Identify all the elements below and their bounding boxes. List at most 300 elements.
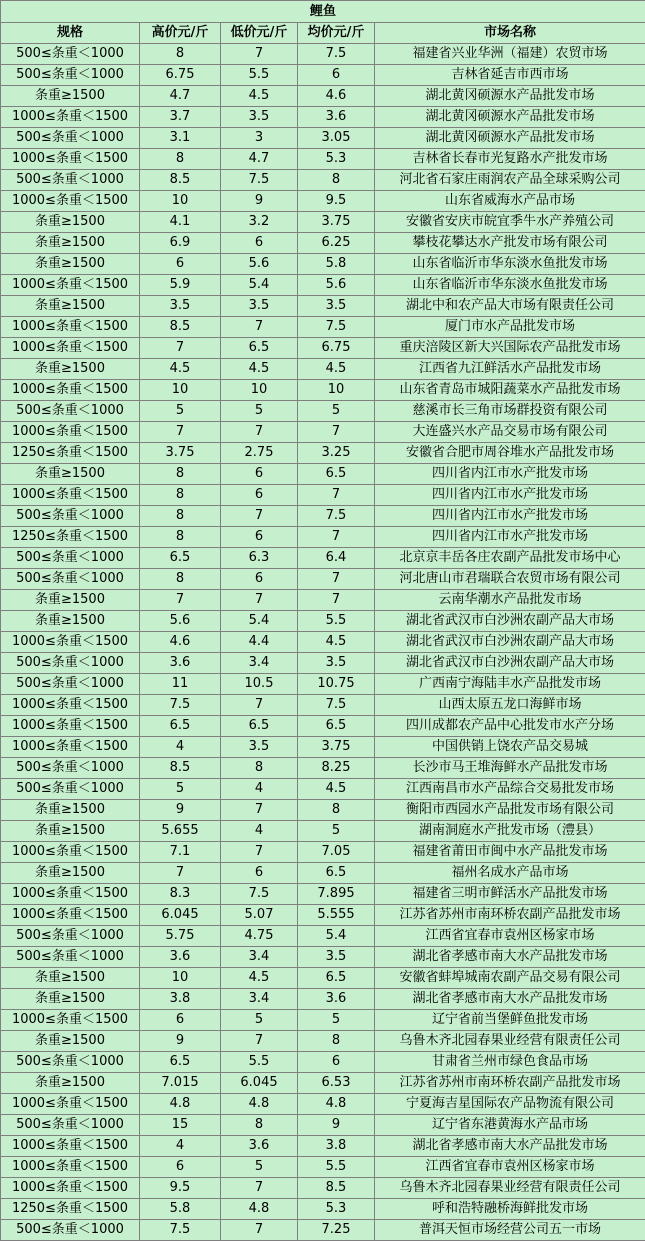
cell-spec: 条重≥1500 <box>1 296 140 317</box>
cell-avg-price: 7.5 <box>298 44 375 65</box>
cell-spec: 500≤条重＜1000 <box>1 569 140 590</box>
cell-spec: 条重≥1500 <box>1 989 140 1010</box>
cell-low-price: 3.5 <box>221 296 298 317</box>
cell-spec: 1000≤条重＜1500 <box>1 317 140 338</box>
cell-high-price: 8 <box>140 44 221 65</box>
cell-low-price: 6.3 <box>221 548 298 569</box>
cell-spec: 1000≤条重＜1500 <box>1 422 140 443</box>
cell-high-price: 4.5 <box>140 359 221 380</box>
cell-low-price: 7 <box>221 1220 298 1241</box>
cell-low-price: 5.5 <box>221 1052 298 1073</box>
cell-high-price: 5.655 <box>140 821 221 842</box>
cell-market: 乌鲁木齐北园春果业经营有限责任公司 <box>375 1031 645 1052</box>
cell-market: 湖北中和农产品大市场有限责任公司 <box>375 296 645 317</box>
cell-avg-price: 4.5 <box>298 632 375 653</box>
table-row <box>1 401 645 422</box>
table-row <box>1 338 645 359</box>
cell-market: 安徽省安庆市皖宜季牛水产养殖公司 <box>375 212 645 233</box>
cell-spec: 条重≥1500 <box>1 254 140 275</box>
cell-market: 中国供销上饶农产品交易城 <box>375 737 645 758</box>
cell-high-price: 6.045 <box>140 905 221 926</box>
cell-low-price: 5 <box>221 1010 298 1031</box>
cell-low-price: 7 <box>221 317 298 338</box>
cell-avg-price: 6.53 <box>298 1073 375 1094</box>
cell-market: 福建省兴业华洲（福建）农贸市场 <box>375 44 645 65</box>
cell-market: 湖北黄冈硕源水产品批发市场 <box>375 107 645 128</box>
cell-low-price: 7 <box>221 590 298 611</box>
cell-avg-price: 4.5 <box>298 779 375 800</box>
cell-low-price: 5.4 <box>221 275 298 296</box>
cell-low-price: 5 <box>221 401 298 422</box>
cell-avg-price: 5.8 <box>298 254 375 275</box>
cell-low-price: 6 <box>221 485 298 506</box>
table-row <box>1 149 645 170</box>
cell-high-price: 15 <box>140 1115 221 1136</box>
cell-low-price: 9 <box>221 191 298 212</box>
table-row <box>1 863 645 884</box>
cell-avg-price: 3.5 <box>298 653 375 674</box>
table-row <box>1 443 645 464</box>
cell-market: 四川省内江市水产批发市场 <box>375 527 645 548</box>
header-market: 市场名称 <box>375 23 645 44</box>
cell-high-price: 4.7 <box>140 86 221 107</box>
table-row <box>1 737 645 758</box>
cell-spec: 条重≥1500 <box>1 590 140 611</box>
cell-market: 福建省三明市鲜活水产品批发市场 <box>375 884 645 905</box>
cell-high-price: 5 <box>140 401 221 422</box>
title-row <box>1 1 645 23</box>
cell-spec: 1000≤条重＜1500 <box>1 1094 140 1115</box>
cell-avg-price: 6.5 <box>298 464 375 485</box>
cell-spec: 1000≤条重＜1500 <box>1 1010 140 1031</box>
cell-low-price: 4.4 <box>221 632 298 653</box>
table-row <box>1 1199 645 1220</box>
cell-high-price: 3.5 <box>140 296 221 317</box>
cell-low-price: 3.4 <box>221 989 298 1010</box>
cell-avg-price: 9 <box>298 1115 375 1136</box>
cell-avg-price: 6.25 <box>298 233 375 254</box>
cell-avg-price: 3.6 <box>298 107 375 128</box>
cell-spec: 1000≤条重＜1500 <box>1 338 140 359</box>
table-row <box>1 128 645 149</box>
cell-spec: 500≤条重＜1000 <box>1 653 140 674</box>
cell-low-price: 4 <box>221 821 298 842</box>
cell-market: 湖北省武汉市白沙洲农副产品大市场 <box>375 653 645 674</box>
cell-spec: 500≤条重＜1000 <box>1 128 140 149</box>
cell-market: 湖北省武汉市白沙洲农副产品大市场 <box>375 632 645 653</box>
cell-avg-price: 9.5 <box>298 191 375 212</box>
table-row <box>1 569 645 590</box>
cell-avg-price: 7 <box>298 569 375 590</box>
header-row <box>1 23 645 44</box>
table-row <box>1 1157 645 1178</box>
cell-high-price: 5.75 <box>140 926 221 947</box>
cell-high-price: 6.9 <box>140 233 221 254</box>
cell-low-price: 6 <box>221 863 298 884</box>
cell-avg-price: 10.75 <box>298 674 375 695</box>
cell-avg-price: 8 <box>298 1031 375 1052</box>
cell-spec: 500≤条重＜1000 <box>1 779 140 800</box>
cell-low-price: 2.75 <box>221 443 298 464</box>
table-row <box>1 1031 645 1052</box>
table-row <box>1 548 645 569</box>
cell-market: 河北省石家庄雨润农产品全球采购公司 <box>375 170 645 191</box>
cell-avg-price: 7.05 <box>298 842 375 863</box>
table-row <box>1 212 645 233</box>
cell-avg-price: 3.75 <box>298 737 375 758</box>
cell-spec: 条重≥1500 <box>1 1031 140 1052</box>
cell-low-price: 5 <box>221 1157 298 1178</box>
cell-spec: 条重≥1500 <box>1 359 140 380</box>
cell-low-price: 7 <box>221 1031 298 1052</box>
cell-high-price: 5.9 <box>140 275 221 296</box>
cell-high-price: 6.75 <box>140 65 221 86</box>
cell-market: 山东省威海水产品市场 <box>375 191 645 212</box>
cell-market: 四川省内江市水产批发市场 <box>375 506 645 527</box>
table-row <box>1 1073 645 1094</box>
cell-market: 山西太原五龙口海鲜市场 <box>375 695 645 716</box>
cell-avg-price: 6 <box>298 1052 375 1073</box>
cell-avg-price: 7.5 <box>298 695 375 716</box>
table-row <box>1 422 645 443</box>
cell-spec: 1000≤条重＜1500 <box>1 695 140 716</box>
cell-low-price: 10.5 <box>221 674 298 695</box>
cell-avg-price: 7.5 <box>298 506 375 527</box>
table-row <box>1 653 645 674</box>
cell-high-price: 5.6 <box>140 611 221 632</box>
cell-avg-price: 8.5 <box>298 1178 375 1199</box>
cell-spec: 500≤条重＜1000 <box>1 926 140 947</box>
cell-market: 福建省莆田市闽中水产品批发市场 <box>375 842 645 863</box>
cell-high-price: 7 <box>140 338 221 359</box>
table-row <box>1 905 645 926</box>
cell-spec: 1000≤条重＜1500 <box>1 1178 140 1199</box>
table-row <box>1 947 645 968</box>
cell-market: 福州名成水产品市场 <box>375 863 645 884</box>
cell-high-price: 9 <box>140 800 221 821</box>
cell-market: 湖北黄冈硕源水产品批发市场 <box>375 86 645 107</box>
cell-market: 厦门市水产品批发市场 <box>375 317 645 338</box>
cell-spec: 1250≤条重＜1500 <box>1 527 140 548</box>
cell-high-price: 8 <box>140 485 221 506</box>
cell-market: 云南华潮水产品批发市场 <box>375 590 645 611</box>
cell-high-price: 6 <box>140 1010 221 1031</box>
cell-high-price: 6.5 <box>140 716 221 737</box>
cell-market: 山东省临沂市华东淡水鱼批发市场 <box>375 275 645 296</box>
cell-market: 河北唐山市君瑞联合农贸市场有限公司 <box>375 569 645 590</box>
cell-spec: 1000≤条重＜1500 <box>1 275 140 296</box>
table-row <box>1 926 645 947</box>
cell-spec: 条重≥1500 <box>1 611 140 632</box>
cell-spec: 1000≤条重＜1500 <box>1 632 140 653</box>
cell-low-price: 3.5 <box>221 107 298 128</box>
cell-spec: 1000≤条重＜1500 <box>1 716 140 737</box>
cell-low-price: 6.5 <box>221 716 298 737</box>
cell-high-price: 7.1 <box>140 842 221 863</box>
table-body <box>1 44 645 1241</box>
table-row <box>1 884 645 905</box>
table-row <box>1 611 645 632</box>
cell-market: 呼和浩特融桥海鲜批发市场 <box>375 1199 645 1220</box>
cell-market: 重庆涪陵区新大兴国际农产品批发市场 <box>375 338 645 359</box>
cell-spec: 条重≥1500 <box>1 1073 140 1094</box>
cell-spec: 条重≥1500 <box>1 863 140 884</box>
cell-market: 江苏省苏州市南环桥农副产品批发市场 <box>375 905 645 926</box>
cell-low-price: 4.8 <box>221 1094 298 1115</box>
cell-market: 普洱天恒市场经营公司五一市场 <box>375 1220 645 1241</box>
cell-avg-price: 5 <box>298 1010 375 1031</box>
cell-low-price: 3.2 <box>221 212 298 233</box>
cell-low-price: 4.5 <box>221 86 298 107</box>
cell-avg-price: 6 <box>298 65 375 86</box>
cell-market: 吉林省延吉市西市场 <box>375 65 645 86</box>
table-row <box>1 170 645 191</box>
table-row <box>1 1178 645 1199</box>
table-row <box>1 968 645 989</box>
cell-high-price: 8 <box>140 569 221 590</box>
cell-market: 吉林省长春市光复路水产批发市场 <box>375 149 645 170</box>
table-row <box>1 590 645 611</box>
cell-avg-price: 6.5 <box>298 863 375 884</box>
cell-spec: 500≤条重＜1000 <box>1 674 140 695</box>
table-row <box>1 107 645 128</box>
cell-low-price: 7 <box>221 1178 298 1199</box>
cell-spec: 500≤条重＜1000 <box>1 170 140 191</box>
cell-low-price: 6 <box>221 569 298 590</box>
cell-avg-price: 6.5 <box>298 968 375 989</box>
table-title: 鲤鱼 <box>1 1 645 23</box>
cell-spec: 500≤条重＜1000 <box>1 44 140 65</box>
cell-market: 宁夏海吉星国际农产品物流有限公司 <box>375 1094 645 1115</box>
cell-avg-price: 5.555 <box>298 905 375 926</box>
table-row <box>1 464 645 485</box>
cell-market: 辽宁省前当堡鲜鱼批发市场 <box>375 1010 645 1031</box>
table-row <box>1 86 645 107</box>
cell-high-price: 10 <box>140 380 221 401</box>
cell-market: 广西南宁海陆丰水产品批发市场 <box>375 674 645 695</box>
header-low-price: 低价元/斤 <box>221 23 298 44</box>
cell-spec: 1000≤条重＜1500 <box>1 485 140 506</box>
cell-high-price: 3.8 <box>140 989 221 1010</box>
cell-high-price: 7 <box>140 590 221 611</box>
cell-market: 江苏省苏州市南环桥农副产品批发市场 <box>375 1073 645 1094</box>
table-row <box>1 359 645 380</box>
cell-spec: 500≤条重＜1000 <box>1 506 140 527</box>
cell-low-price: 5.07 <box>221 905 298 926</box>
cell-spec: 1000≤条重＜1500 <box>1 149 140 170</box>
cell-market: 四川省内江市水产批发市场 <box>375 485 645 506</box>
table-row <box>1 800 645 821</box>
cell-low-price: 8 <box>221 758 298 779</box>
table-row <box>1 716 645 737</box>
cell-low-price: 6 <box>221 464 298 485</box>
cell-avg-price: 7 <box>298 422 375 443</box>
header-avg-price: 均价元/斤 <box>298 23 375 44</box>
cell-spec: 500≤条重＜1000 <box>1 758 140 779</box>
table-row <box>1 506 645 527</box>
cell-avg-price: 6.75 <box>298 338 375 359</box>
cell-spec: 条重≥1500 <box>1 968 140 989</box>
table-row <box>1 254 645 275</box>
cell-avg-price: 5.3 <box>298 1199 375 1220</box>
cell-low-price: 4.8 <box>221 1199 298 1220</box>
cell-spec: 条重≥1500 <box>1 821 140 842</box>
cell-spec: 1000≤条重＜1500 <box>1 107 140 128</box>
cell-market: 湖南洞庭水产批发市场（澧县） <box>375 821 645 842</box>
cell-high-price: 8 <box>140 506 221 527</box>
cell-low-price: 7.5 <box>221 884 298 905</box>
cell-avg-price: 7.895 <box>298 884 375 905</box>
cell-low-price: 6 <box>221 527 298 548</box>
cell-spec: 500≤条重＜1000 <box>1 1052 140 1073</box>
cell-low-price: 7 <box>221 800 298 821</box>
cell-high-price: 7.015 <box>140 1073 221 1094</box>
cell-spec: 1000≤条重＜1500 <box>1 380 140 401</box>
cell-low-price: 7.5 <box>221 170 298 191</box>
table-row <box>1 275 645 296</box>
cell-high-price: 6.5 <box>140 548 221 569</box>
cell-spec: 1000≤条重＜1500 <box>1 1136 140 1157</box>
cell-high-price: 6.5 <box>140 1052 221 1073</box>
cell-low-price: 4.75 <box>221 926 298 947</box>
cell-avg-price: 7.25 <box>298 1220 375 1241</box>
cell-low-price: 7 <box>221 422 298 443</box>
cell-avg-price: 7.5 <box>298 317 375 338</box>
cell-high-price: 10 <box>140 191 221 212</box>
cell-low-price: 6.045 <box>221 1073 298 1094</box>
cell-high-price: 11 <box>140 674 221 695</box>
cell-high-price: 8.3 <box>140 884 221 905</box>
cell-spec: 500≤条重＜1000 <box>1 401 140 422</box>
cell-high-price: 7 <box>140 422 221 443</box>
cell-market: 辽宁省东港黄海水产品市场 <box>375 1115 645 1136</box>
cell-high-price: 8 <box>140 464 221 485</box>
cell-avg-price: 3.5 <box>298 947 375 968</box>
cell-high-price: 5 <box>140 779 221 800</box>
cell-low-price: 3.4 <box>221 653 298 674</box>
cell-avg-price: 5.5 <box>298 611 375 632</box>
cell-avg-price: 5.5 <box>298 1157 375 1178</box>
cell-market: 山东省临沂市华东淡水鱼批发市场 <box>375 254 645 275</box>
cell-high-price: 3.6 <box>140 947 221 968</box>
cell-market: 湖北省武汉市白沙洲农副产品大市场 <box>375 611 645 632</box>
cell-avg-price: 3.6 <box>298 989 375 1010</box>
cell-high-price: 9.5 <box>140 1178 221 1199</box>
cell-avg-price: 7 <box>298 527 375 548</box>
cell-avg-price: 5.6 <box>298 275 375 296</box>
table-row <box>1 485 645 506</box>
cell-avg-price: 8.25 <box>298 758 375 779</box>
table-row <box>1 1052 645 1073</box>
table-row <box>1 1220 645 1241</box>
cell-avg-price: 10 <box>298 380 375 401</box>
cell-high-price: 7 <box>140 863 221 884</box>
cell-market: 江西省九江鲜活水产品批发市场 <box>375 359 645 380</box>
cell-low-price: 8 <box>221 1115 298 1136</box>
cell-high-price: 7.5 <box>140 695 221 716</box>
cell-market: 江西省宜春市袁州区杨家市场 <box>375 1157 645 1178</box>
cell-high-price: 4.1 <box>140 212 221 233</box>
cell-low-price: 6.5 <box>221 338 298 359</box>
cell-avg-price: 5 <box>298 821 375 842</box>
cell-spec: 条重≥1500 <box>1 86 140 107</box>
cell-spec: 500≤条重＜1000 <box>1 947 140 968</box>
cell-high-price: 5.8 <box>140 1199 221 1220</box>
cell-market: 安徽省合肥市周谷堆水产品批发市场 <box>375 443 645 464</box>
table-row <box>1 1094 645 1115</box>
table-row <box>1 1115 645 1136</box>
cell-low-price: 7 <box>221 506 298 527</box>
cell-avg-price: 3.8 <box>298 1136 375 1157</box>
table-row <box>1 821 645 842</box>
cell-high-price: 3.6 <box>140 653 221 674</box>
cell-spec: 1000≤条重＜1500 <box>1 884 140 905</box>
cell-avg-price: 3.25 <box>298 443 375 464</box>
cell-market: 北京京丰岳各庄农副产品批发市场中心 <box>375 548 645 569</box>
cell-spec: 1000≤条重＜1500 <box>1 905 140 926</box>
cell-high-price: 10 <box>140 968 221 989</box>
cell-avg-price: 3.5 <box>298 296 375 317</box>
cell-avg-price: 5.3 <box>298 149 375 170</box>
cell-low-price: 4.5 <box>221 968 298 989</box>
cell-avg-price: 7 <box>298 485 375 506</box>
cell-avg-price: 3.75 <box>298 212 375 233</box>
table-row <box>1 674 645 695</box>
table-row <box>1 632 645 653</box>
cell-low-price: 4.7 <box>221 149 298 170</box>
cell-high-price: 4 <box>140 1136 221 1157</box>
table-row <box>1 233 645 254</box>
cell-high-price: 8.5 <box>140 758 221 779</box>
cell-low-price: 4.5 <box>221 359 298 380</box>
cell-market: 攀枝花攀达水产批发市场有限公司 <box>375 233 645 254</box>
cell-spec: 500≤条重＜1000 <box>1 65 140 86</box>
cell-market: 江西南昌市水产品综合交易批发市场 <box>375 779 645 800</box>
table-row <box>1 380 645 401</box>
cell-low-price: 7 <box>221 695 298 716</box>
cell-high-price: 3.7 <box>140 107 221 128</box>
table-row <box>1 1136 645 1157</box>
table-row <box>1 695 645 716</box>
cell-low-price: 3 <box>221 128 298 149</box>
cell-avg-price: 7 <box>298 590 375 611</box>
cell-high-price: 7.5 <box>140 1220 221 1241</box>
cell-market: 四川成都农产品中心批发市水产分场 <box>375 716 645 737</box>
cell-avg-price: 8 <box>298 170 375 191</box>
cell-low-price: 6 <box>221 233 298 254</box>
cell-spec: 1250≤条重＜1500 <box>1 1199 140 1220</box>
cell-low-price: 4 <box>221 779 298 800</box>
cell-market: 湖北省孝感市南大水产品批发市场 <box>375 989 645 1010</box>
cell-low-price: 7 <box>221 842 298 863</box>
cell-market: 大连盛兴水产品交易市场有限公司 <box>375 422 645 443</box>
cell-low-price: 5.6 <box>221 254 298 275</box>
cell-avg-price: 4.5 <box>298 359 375 380</box>
cell-low-price: 10 <box>221 380 298 401</box>
header-high-price: 高价元/斤 <box>140 23 221 44</box>
table-row <box>1 44 645 65</box>
cell-low-price: 3.5 <box>221 737 298 758</box>
cell-spec: 500≤条重＜1000 <box>1 1115 140 1136</box>
table-row <box>1 842 645 863</box>
table-row <box>1 296 645 317</box>
cell-market: 慈溪市长三角市场群投资有限公司 <box>375 401 645 422</box>
cell-high-price: 8 <box>140 527 221 548</box>
table-row <box>1 65 645 86</box>
cell-spec: 1000≤条重＜1500 <box>1 191 140 212</box>
table-row <box>1 1010 645 1031</box>
cell-low-price: 3.6 <box>221 1136 298 1157</box>
